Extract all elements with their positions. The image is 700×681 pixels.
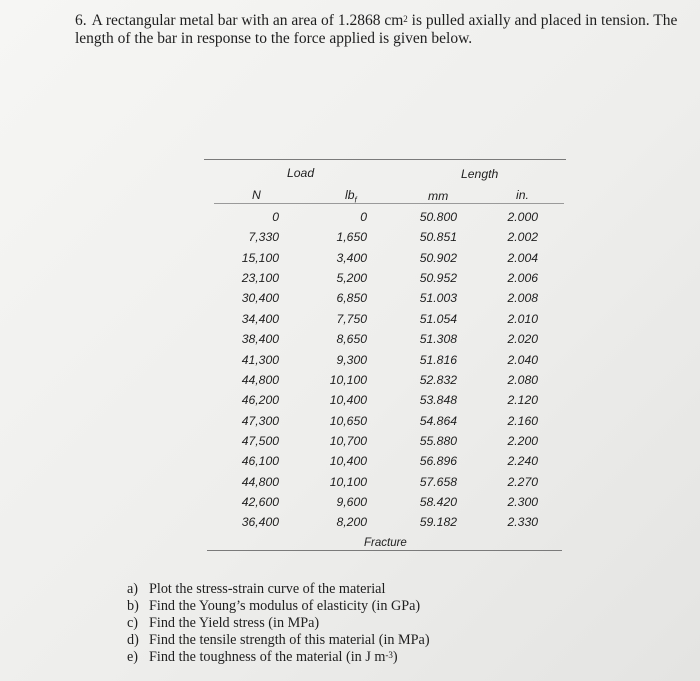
table-cell-lbf: 0 [360,210,367,224]
table-cell-in: 2.270 [507,474,538,489]
table-cell-mm: 50.952 [419,271,457,286]
table-cell-lbf: 10,400 [329,393,367,408]
inch-column-header: in. [516,188,529,202]
question-body-start: A rectangular metal bar with an area of 1.2868 cm [91,12,404,29]
table-cell-mm: 57.658 [419,474,457,489]
table-cell-lbf: 10,400 [329,454,367,469]
table-cell-n: 36,400 [241,515,279,530]
task-item [127,649,430,666]
mm-column-header: mm [428,189,449,203]
task-text-end: ) [392,649,398,665]
table-cell-in: 2.040 [507,352,538,367]
table-cell-n: 38,400 [241,332,279,347]
table-cell-mm: 50.800 [419,210,457,224]
table-cell-n: 47,500 [241,433,279,448]
table-cell-n: 46,200 [241,393,279,408]
table-cell-in: 2.300 [507,494,538,509]
question-number: 6. [75,12,87,29]
task-item [127,615,430,632]
table-cell-lbf: 6,850 [336,291,367,306]
task-unit-superscript: -3 [385,650,393,660]
lbf-unit: lb [345,188,355,202]
table-cell-n: 23,100 [241,271,279,286]
table-cell-n: 30,400 [241,291,279,306]
area-unit-superscript: 2 [403,14,408,24]
table-cell-n: 34,400 [241,311,279,326]
table-cell-mm: 51.003 [419,291,457,306]
table-cell-lbf: 7,750 [336,311,367,326]
newton-column-header: N [252,188,261,202]
table-cell-lbf: 10,650 [329,413,367,428]
table-cell-n: 44,800 [241,372,279,387]
table-cell-mm: 50.851 [419,230,457,245]
task-item [127,598,430,615]
task-label: c) [127,615,139,631]
table-cell-n: 46,100 [241,454,279,469]
lbf-column-header [345,188,357,204]
table-cell-mm: 55.880 [419,433,457,448]
table-cell-lbf: 8,200 [336,515,367,530]
load-group-header: Load [287,166,315,180]
fracture-note: Fracture [364,537,407,549]
table-cell-lbf: 3,400 [336,250,367,265]
table-cell-mm: 54.864 [419,413,457,428]
task-text: Find the toughness of the material (in J m [149,649,386,665]
table-cell-in: 2.240 [507,454,538,469]
task-label: b) [127,598,139,614]
question-body-end: is pulled axially and placed in tension. The length of the bar in response to the force applied is given below. [75,12,678,47]
table-cell-mm: 53.848 [419,393,457,408]
table-cell-n: 44,800 [241,474,279,489]
table-cell-lbf: 5,200 [336,271,367,286]
task-label: a) [127,581,139,597]
table-cell-in: 2.004 [507,250,538,265]
task-text: Plot the stress-strain curve of the material [149,581,386,597]
table-cell-in: 2.160 [507,413,538,428]
task-item [127,581,430,598]
table-cell-n: 42,600 [241,494,279,509]
task-item [127,632,430,649]
table-cell-lbf: 8,650 [336,332,367,347]
task-label: d) [127,632,139,648]
table-cell-lbf: 9,600 [336,494,367,509]
table-cell-mm: 58.420 [419,494,457,509]
table-cell-in: 2.200 [507,433,538,448]
table-cell-n: 7,330 [248,230,279,245]
task-text: Find the Young’s modulus of elasticity (in GPa) [149,598,421,614]
table-cell-lbf: 9,300 [336,352,367,367]
table-cell-mm: 56.896 [419,454,457,469]
lbf-unit-subscript: f [354,195,357,205]
table-cell-mm: 59.182 [419,515,457,530]
table-cell-lbf: 1,650 [336,230,367,245]
table-cell-lbf: 10,100 [329,372,367,387]
task-text: Find the Yield stress (in MPa) [149,615,320,631]
table-cell-n: 0 [272,210,279,224]
task-label: e) [127,649,139,665]
task-text: Find the tensile strength of this material (in MPa) [149,632,430,648]
length-group-header: Length [461,167,499,181]
table-cell-n: 47,300 [241,413,279,428]
table-cell-in: 2.000 [507,210,538,224]
table-cell-mm: 52.832 [419,372,457,387]
table-cell-mm: 51.308 [419,332,457,347]
table-cell-in: 2.020 [507,332,538,347]
table-cell-in: 2.120 [507,393,538,408]
table-cell-mm: 50.902 [419,250,457,265]
task-list [127,581,430,666]
table-cell-lbf: 10,100 [329,474,367,489]
table-cell-in: 2.008 [507,291,538,306]
table-cell-in: 2.080 [507,372,538,387]
table-cell-in: 2.010 [507,311,538,326]
table-cell-in: 2.002 [507,230,538,245]
table-cell-mm: 51.816 [419,352,457,367]
table-cell-n: 41,300 [241,352,279,367]
table-cell-lbf: 10,700 [329,433,367,448]
table-cell-in: 2.006 [507,271,538,286]
table-cell-n: 15,100 [241,250,279,265]
table-cell-mm: 51.054 [419,311,457,326]
table-cell-in: 2.330 [507,515,538,530]
